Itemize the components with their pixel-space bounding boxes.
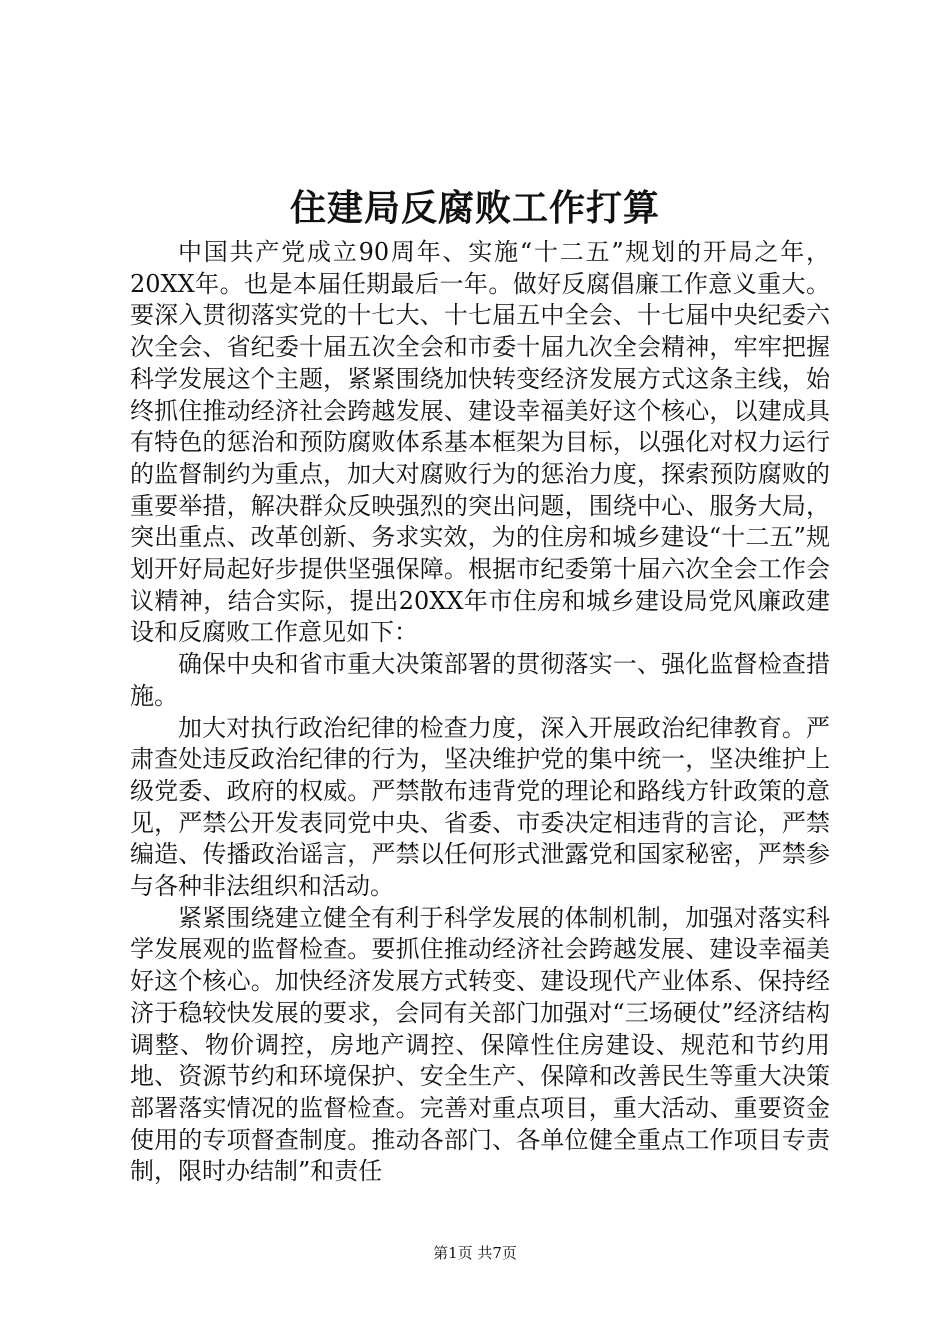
paragraph: 加大对执行政治纪律的检查力度，深入开展政治纪律教育。严肃查处违反政治纪律的行为，坚决维护党的集中统一，坚决维护上级党委、政府的权威。严禁散布违背党的理论和路线方针政策的意见，严禁公开发表同党中央、省委、市委决定相违背的言论，严禁编造、传播政治谣言，严禁以任何形式泄露党和国家秘密，严禁参与各种非法组织和活动。: [130, 713, 830, 901]
document-title: 住建局反腐败工作打算: [289, 187, 660, 229]
document-body: [130, 237, 830, 1188]
page-number: 第1页 共7页: [433, 1244, 517, 1262]
page-footer: [0, 1243, 950, 1263]
paragraph: 中国共产党成立90周年、实施“十二五”规划的开局之年，20XX年。也是本届任期最后一年。做好反腐倡廉工作意义重大。要深入贯彻落实党的十七大、十七届五中全会、十七届中央纪委六次全会、省纪委十届五次全会和市委十届九次全会精神，牢牢把握科学发展这个主题，紧紧围绕加快转变经济发展方式这条主线，始终抓住推动经济社会跨越发展、建设幸福美好这个核心，以建成具有特色的惩治和预防腐败体系基本框架为目标，以强化对权力运行的监督制约为重点，加大对腐败行为的惩治力度，探索预防腐败的重要举措，解决群众反映强烈的突出问题，围绕中心、服务大局，突出重点、改革创新、务求实效，为的住房和城乡建设“十二五”规划开好局起好步提供坚强保障。根据市纪委第十届六次全会工作会议精神，结合实际，提出20XX年市住房和城乡建设局党风廉政建设和反腐败工作意见如下：: [130, 238, 830, 647]
paragraph: 紧紧围绕建立健全有利于科学发展的体制机制，加强对落实科学发展观的监督检查。要抓住推动经济社会跨越发展、建设幸福美好这个核心。加快经济发展方式转变、建设现代产业体系、保持经济于稳较快发展的要求，会同有关部门加强对“三场硬仗”经济结构调整、物价调控，房地产调控、保障性住房建设、规范和节约用地、资源节约和环境保护、安全生产、保障和改善民生等重大决策部署落实情况的监督检查。完善对重点项目，重大活动、重要资金使用的专项督查制度。推动各部门、各单位健全重点工作项目专责制，限时办结制”和责任: [130, 903, 830, 1186]
paragraph: 确保中央和省市重大决策部署的贯彻落实一、强化监督检查措施。: [130, 650, 830, 710]
